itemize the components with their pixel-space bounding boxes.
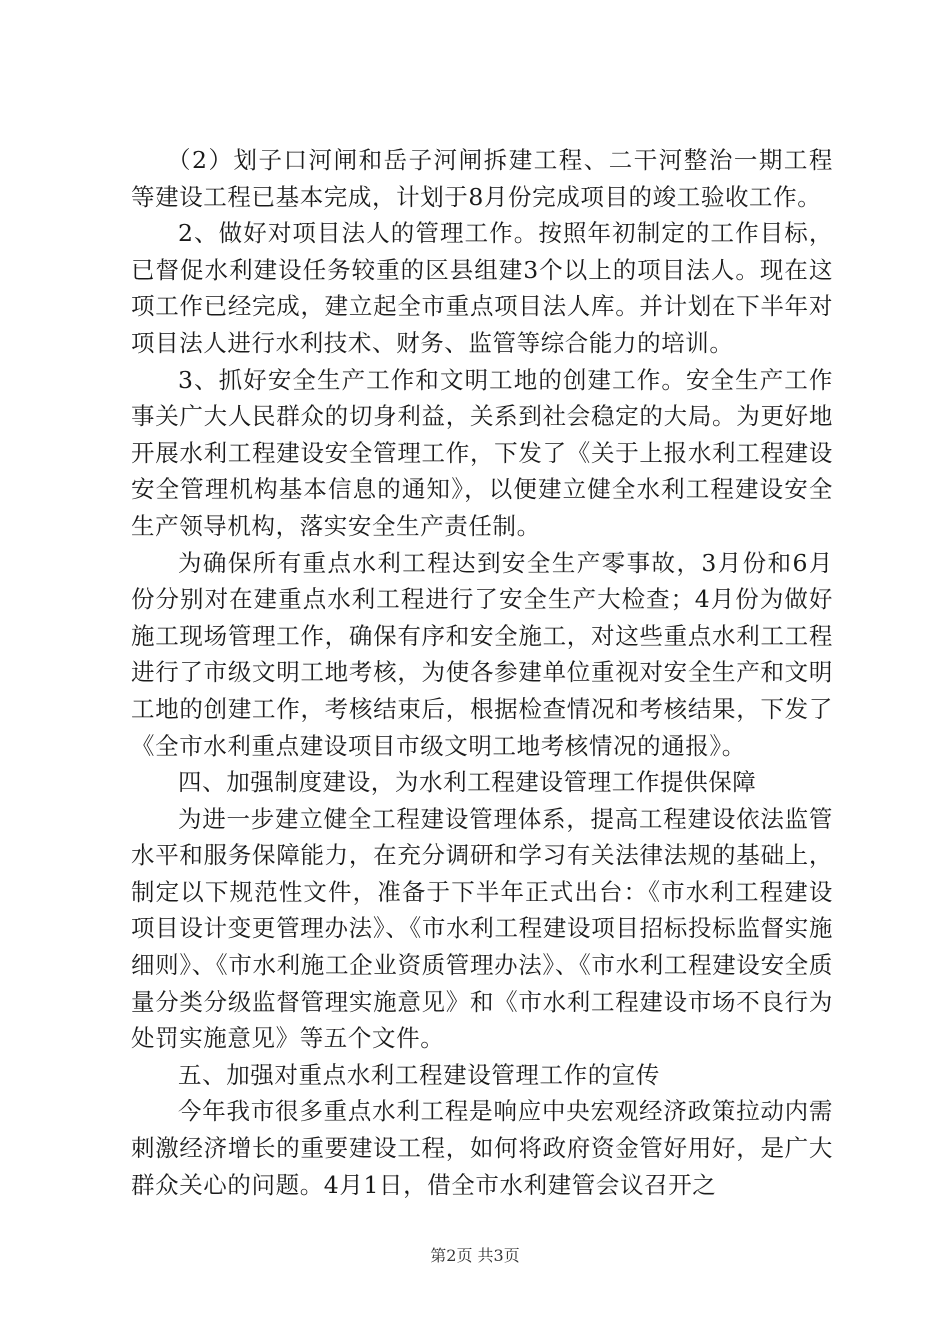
paragraph-project-completion: （2）划子口河闸和岳子河闸拆建工程、二干河整治一期工程等建设工程已基本完成，计划于8月份完成项目的竣工验收工作。 — [131, 146, 833, 211]
section-heading-system-building: 四、加强制度建设，为水利工程建设管理工作提供保障 — [178, 768, 757, 797]
document-body — [131, 142, 833, 1203]
paragraph-regulations: 为进一步建立健全工程建设管理体系，提高工程建设依法监管水平和服务保障能力，在充分调研和学习有关法律法规的基础上，制定以下规范性文件，准备于下半年正式出台：《市水利工程建设项目设计变更管理办法》、《市水利工程建设项目招标投标监督实施细则》、《市水利施工企业资质管理办法》、《市水利工程建设安全质量分类分级监督管理实施意见》和《市水利工程建设市场不良行为处罚实施意见》等五个文件。 — [131, 804, 833, 1053]
paragraph-publicity: 今年我市很多重点水利工程是响应中央宏观经济政策拉动内需刺激经济增长的重要建设工程，如何将政府资金管好用好，是广大群众关心的问题。4月1日，借全市水利建管会议召开之 — [131, 1097, 833, 1199]
paragraph-safety-inspection: 为确保所有重点水利工程达到安全生产零事故，3月份和6月份分别对在建重点水利工程进行了安全生产大检查；4月份为做好施工现场管理工作，确保有序和安全施工，对这些重点水利工工程进行了市级文明工地考核，为使各参建单位重视对安全生产和文明工地的创建工作，考核结束后，根据检查情况和考核结果，下发了《全市水利重点建设项目市级文明工地考核情况的通报》。 — [131, 548, 833, 760]
page-number-footer: 第2页 共3页 — [430, 1246, 520, 1265]
paragraph-safety-production: 3、抓好安全生产工作和文明工地的创建工作。安全生产工作事关广大人民群众的切身利益，关系到社会稳定的大局。为更好地开展水利工程建设安全管理工作，下发了《关于上报水利工程建设安全管理机构基本信息的通知》，以便建立健全水利工程建设安全生产领导机构，落实安全生产责任制。 — [131, 365, 833, 540]
section-heading-publicity: 五、加强对重点水利工程建设管理工作的宣传 — [178, 1060, 660, 1089]
paragraph-project-legal-person: 2、做好对项目法人的管理工作。按照年初制定的工作目标，已督促水利建设任务较重的区县组建3个以上的项目法人。现在这项工作已经完成，建立起全市重点项目法人库。并计划在下半年对项目法人进行水利技术、财务、监管等综合能力的培训。 — [131, 219, 833, 357]
